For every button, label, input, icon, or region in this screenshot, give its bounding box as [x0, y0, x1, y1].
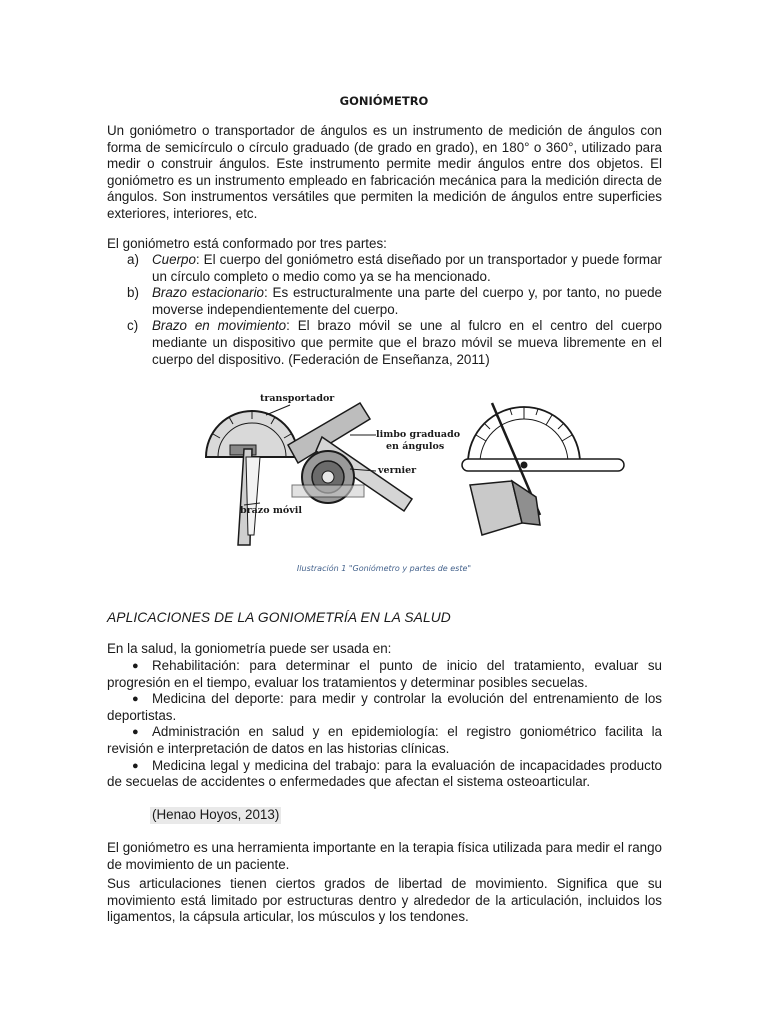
part-text: : El cuerpo del goniómetro está diseñado por un transportador y puede formar un círculo completo o medio como ya se ha mencionado. [152, 252, 662, 284]
application-item [107, 658, 662, 691]
label-limbo-1: limbo graduado [376, 429, 461, 440]
label-transportador: transportador [260, 393, 335, 404]
section-heading: APLICACIONES DE LA GONIOMETRÍA EN LA SALUD [107, 610, 451, 625]
application-item [107, 724, 662, 757]
application-text: Medicina del deporte: para medir y controlar la evolución del entrenamiento de los deportistas. [107, 691, 662, 723]
protractor-drawing [206, 405, 298, 545]
part-term: Cuerpo [152, 252, 196, 267]
bullet-icon: ● [132, 660, 139, 672]
protractor-block-drawing [462, 403, 624, 535]
intro-paragraph: Un goniómetro o transportador de ángulos es un instrumento de medición de ángulos con forma de semicírculo o círculo graduado (de grado en grado), en 180° o 360°, utilizado para medir o construir ángulos. Este instrumento permite medir ángulos entre dos objetos. El goniómetro es un instrumento empleado en fabricación mecánica para la medición directa de ángulos. Son instrumentos versátiles que permiten la medición de ángulos entre superficies exteriores, interiores, etc. [107, 123, 662, 221]
application-item [107, 758, 662, 791]
goniometer-illustration [200, 385, 630, 555]
bullet-icon: ● [132, 759, 139, 772]
part-text: : Es estructuralmente una parte del cuerpo y, por tanto, no puede moverse independientemente del cuerpo. [152, 285, 663, 317]
document-title: GONIÓMETRO [339, 94, 429, 108]
application-text: Rehabilitación: para determinar el punto de inicio del tratamiento, evaluar su progresión en el tiempo, evaluar los tratamientos y determinar posibles secuelas. [107, 658, 662, 690]
applications-list [107, 658, 662, 791]
health-intro: En la salud, la goniometría puede ser usada en: [107, 641, 392, 656]
part-marker: c) [127, 318, 139, 334]
parts-list [107, 252, 662, 368]
bevel-protractor-drawing [288, 403, 412, 511]
label-vernier: vernier [378, 465, 417, 476]
part-item [107, 318, 662, 368]
application-text: Medicina legal y medicina del trabajo: para la evaluación de incapacidades producto de secuelas de accidentes o enfermedades que afectan el sistema osteoarticular. [107, 757, 662, 790]
application-item [107, 691, 662, 724]
part-item [107, 252, 662, 285]
parts-intro: El goniómetro está conformado por tres partes: [107, 236, 387, 251]
bullet-icon: ● [132, 693, 139, 706]
label-limbo-2: en ángulos [386, 441, 445, 452]
label-brazo-movil: brazo móvil [240, 505, 302, 516]
part-marker: b) [127, 285, 139, 301]
bullet-icon: ● [132, 726, 139, 739]
application-text: Administración en salud y en epidemiología: el registro goniométrico facilita la revisión e interpretación de datos en las historias clínicas. [107, 724, 662, 756]
citation: (Henao Hoyos, 2013) [152, 807, 280, 822]
part-text: : El brazo móvil se une al fulcro en el centro del cuerpo mediante un dispositivo que permite que el brazo móvil se mueva libremente en el cuerpo del dispositivo. (Federación de Enseñanza, 2011) [152, 318, 663, 367]
closing-paragraph-2: Sus articulaciones tienen ciertos grados de libertad de movimiento. Significa que su movimiento está limitado por estructuras dentro y alrededor de la articulación, incluidos los ligamentos, la cápsula articular, los músculos y los tendones. [107, 876, 662, 925]
part-term: Brazo en movimiento [152, 318, 287, 334]
figure-caption: Ilustración 1 "Goniómetro y partes de este" [296, 564, 472, 573]
part-marker: a) [127, 252, 139, 267]
part-term: Brazo estacionario [152, 285, 264, 301]
closing-paragraph-1: El goniómetro es una herramienta importante en la terapia física utilizada para medir el rango de movimiento de un paciente. [107, 840, 662, 872]
part-item [107, 285, 662, 318]
